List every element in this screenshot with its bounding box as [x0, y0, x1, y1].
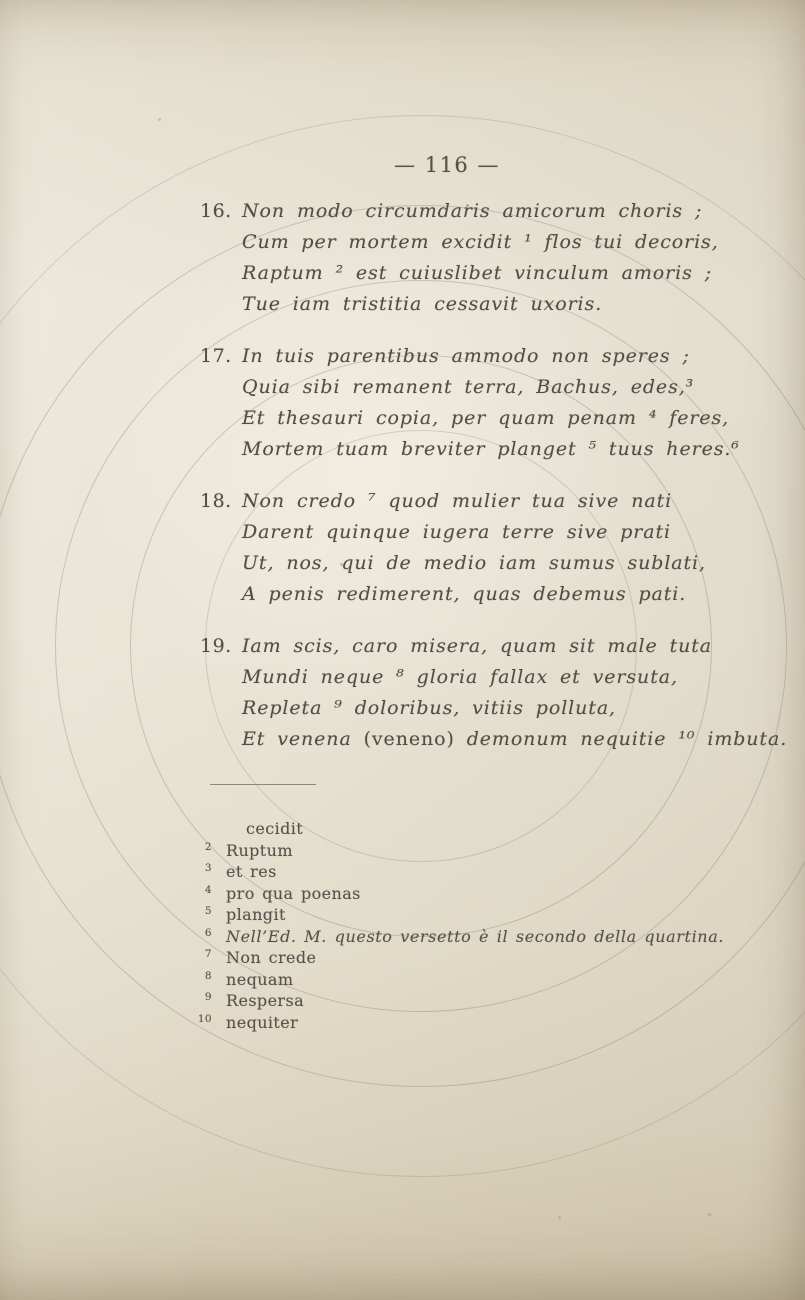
stanza-number: 19. — [200, 635, 232, 657]
stanza-number: 16. — [200, 200, 232, 222]
footnote-text: Nell’Ed. M. questo versetto è il secondo della quartina. — [226, 926, 725, 946]
footnote — [194, 1012, 754, 1034]
stanza-number: 17. — [200, 345, 232, 367]
footnote-marker: 3 — [204, 862, 212, 874]
verse-line — [200, 580, 740, 611]
footnote-text: nequam — [226, 969, 294, 989]
verse-line — [200, 549, 740, 580]
verse-line — [200, 197, 740, 228]
footnote-text: pro qua poenas — [226, 883, 361, 903]
verse-text: In tuis parentibus ammodo non speres ; — [242, 345, 690, 367]
footnote-marker: 4 — [204, 883, 212, 896]
footnote-text: Non crede — [226, 948, 317, 967]
footnote — [194, 904, 754, 926]
stanza — [200, 487, 740, 611]
verse-text-roman: (veneno) — [363, 728, 455, 750]
verse-text: Non modo circumdaris amicorum choris ; — [242, 200, 703, 222]
footnote-separator — [210, 784, 316, 785]
stanza-number: 18. — [200, 490, 232, 512]
verse-line — [200, 725, 788, 756]
verse-text: Raptum ² est cuiuslibet vinculum amoris ; — [242, 262, 712, 284]
verse-line — [200, 290, 740, 321]
verse-text: Tue iam tristitia cessavit uxoris. — [242, 293, 603, 315]
verse-line — [200, 694, 740, 725]
verse-text: Ut, nos, qui de medio iam sumus sublati, — [242, 552, 706, 574]
verse-line — [200, 373, 740, 404]
verse-line — [200, 487, 740, 518]
verse-text: Quia sibi remanent terra, Bachus, edes,³ — [242, 376, 695, 398]
footnote-text: Ruptum — [226, 840, 293, 860]
verse-text: Cum per mortem excidit ¹ flos tui decoris, — [242, 231, 719, 253]
footnote-marker: 5 — [204, 905, 212, 917]
footnote — [194, 818, 754, 840]
footnote-text: nequiter — [226, 1012, 299, 1032]
verse-text: Non credo ⁷ quod mulier tua sive nati — [242, 490, 673, 512]
footnote — [194, 969, 754, 991]
verse-text: Repleta ⁹ doloribus, vitiis polluta, — [242, 697, 616, 719]
verse-line — [200, 518, 740, 549]
footnote-marker: 7 — [204, 948, 212, 960]
footnote — [194, 947, 754, 969]
page-number: — 116 — — [394, 153, 500, 177]
verse-text: A penis redimerent, quas debemus pati. — [242, 583, 687, 605]
verse-text: Et thesauri copia, per quam penam ⁴ feres, — [242, 407, 730, 429]
verse-text: Mundi neque ⁸ gloria fallax et versuta, — [242, 666, 678, 688]
footnote — [194, 861, 754, 883]
verse-line — [200, 404, 740, 435]
footnote-marker: 10 — [197, 1012, 212, 1025]
verse-line — [200, 342, 740, 373]
footnote — [194, 990, 754, 1012]
footnotes-block — [194, 818, 754, 1033]
verse-line — [200, 663, 740, 694]
footnote-marker: 6 — [204, 926, 212, 939]
footnote — [194, 840, 754, 862]
verse-text: Et venena — [242, 728, 364, 750]
footnote — [194, 883, 754, 905]
verse-block — [200, 197, 788, 777]
verse-text: Iam scis, caro misera, quam sit male tuta — [242, 635, 713, 657]
footnote — [194, 926, 754, 948]
verse-line — [200, 632, 740, 663]
verse-line — [200, 228, 740, 259]
verse-text: demonum nequitie ¹⁰ imbuta. — [454, 728, 788, 750]
footnote-marker: 9 — [204, 991, 212, 1003]
stanza — [200, 632, 788, 756]
verse-text: Darent quinque iugera terre sive prati — [242, 521, 672, 543]
footnote-text: cecidit — [246, 819, 304, 838]
footnote-text: Respersa — [226, 991, 305, 1010]
footnote-marker: 2 — [204, 840, 212, 853]
stanza — [200, 197, 740, 321]
footnote-text: et res — [226, 862, 277, 881]
verse-line — [200, 435, 740, 466]
footnote-text: plangit — [226, 905, 286, 924]
footnote-marker: 8 — [204, 969, 212, 982]
verse-text: Mortem tuam breviter planget ⁵ tuus heres.⁶ — [242, 438, 740, 460]
verse-line — [200, 259, 740, 290]
stanza — [200, 342, 740, 466]
